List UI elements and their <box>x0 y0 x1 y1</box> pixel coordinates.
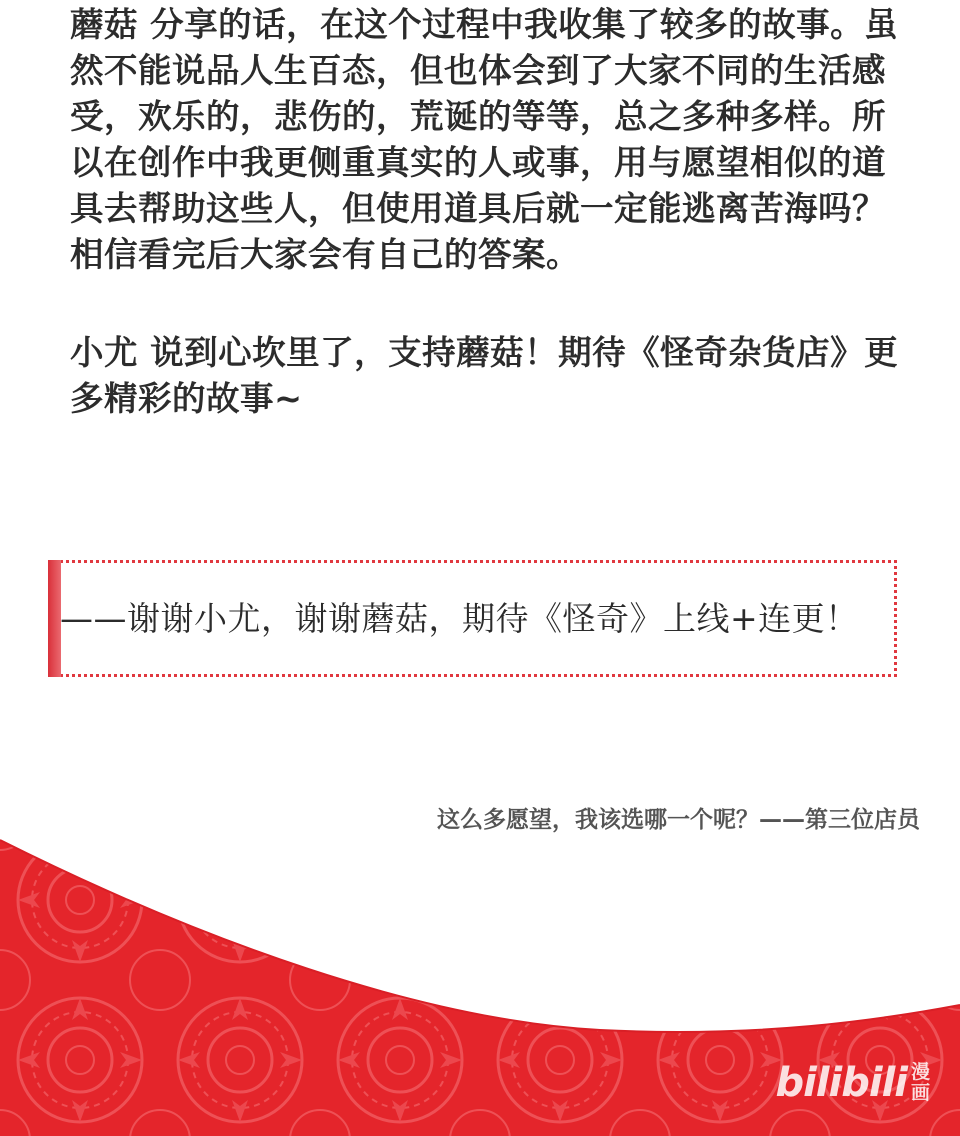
interview-paragraph-xiaoyou: 小尤 说到心坎里了，支持蘑菇！期待《怪奇杂货店》更多精彩的故事~ <box>70 333 899 418</box>
manhua-logo-text <box>911 1062 930 1104</box>
interview-paragraph-mushroom: 蘑菇 分享的话，在这个过程中我收集了较多的故事。虽然不能说品人生百态，但也体会到了大家不同的生活感受，欢乐的，悲伤的，荒诞的等等，总之多种多样。所以在创作中我更侧重真实的人或事，用与愿望相似的道具去帮助这些人，但使用道具后就一定能逃离苦海吗？相信看完后大家会有自己的答案。 <box>70 5 899 274</box>
manhua-char-1: 漫 <box>910 1061 930 1083</box>
manhua-char-2: 画 <box>910 1082 930 1104</box>
quote-text: ——谢谢小尤，谢谢蘑菇，期待《怪奇》上线+连更！ <box>60 599 859 638</box>
bilibili-manhua-logo <box>775 1060 930 1106</box>
bilibili-logo-text: bilibili <box>775 1060 907 1106</box>
caption-text: 这么多愿望，我该选哪一个呢？——第三位店员 <box>437 807 920 833</box>
